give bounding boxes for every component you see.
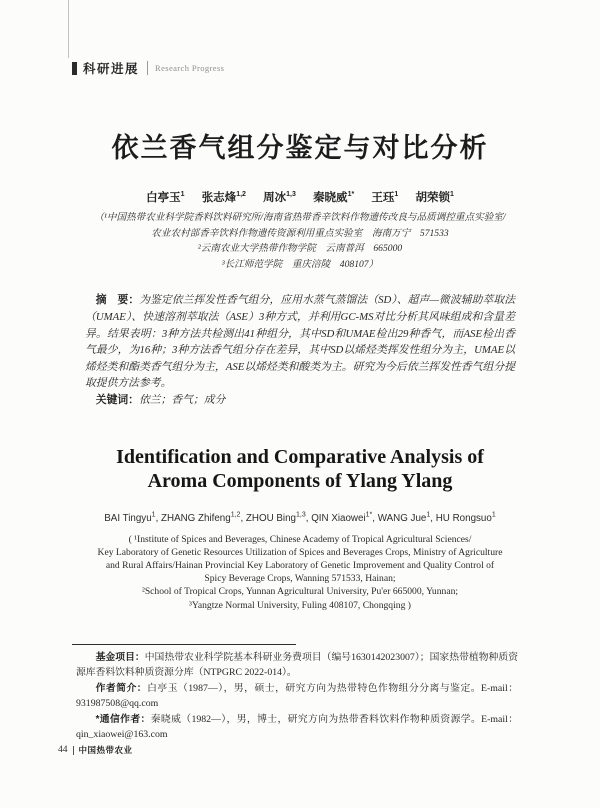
author-cn-superscript: 1 [450, 191, 454, 199]
author-cn [202, 192, 246, 204]
article-title-en [85, 445, 515, 493]
author-cn [371, 192, 398, 204]
journal-name: 中国热带农业 [78, 745, 133, 755]
author-cn [146, 192, 184, 204]
authors-en-line [85, 513, 515, 524]
author-en-name: ZHANG Zhifeng [161, 512, 231, 524]
keywords-text: 依兰；香气；成分 [138, 393, 226, 406]
keywords-label: 关键词： [95, 393, 139, 406]
abstract-text: 为鉴定依兰挥发性香气组分，应用水蒸气蒸馏法（SD）、超声—微波辅助萃取法（UMAE）、快速溶剂萃取法（ASE）3种方式，并利用GC-MS对比分析其风味组成和含量差异。结果表明：3种方法共检测出41种组分，其中SD和UMAE检出29种香气，而ASE检出香气最少，为16种；3种方法香气组分存在差异，其中SD以烯烃类挥发性组分为主，UMAE以烯烃类和酯类香气组分为主，ASE以烯烃类和酸类为主。研究为今后依兰挥发性香气组分提取提供方法参考。 [85, 294, 515, 390]
author-en [436, 513, 496, 524]
author-en-separator: , [240, 512, 246, 524]
author-cn-name: 张志烽 [201, 192, 237, 204]
affiliations-en [85, 533, 515, 612]
page-number: 44 [58, 745, 68, 755]
affiliations-cn [85, 210, 515, 272]
author-cn [416, 192, 454, 204]
footnote-author-bio-text: 白亭玉（1987—），男，硕士，研究方向为热带特色作物组分分离与鉴定。E-mail：931987508@qq.com [76, 682, 519, 710]
author-en-separator: , [372, 512, 378, 524]
affiliation-en-line: and Rural Affairs/Hainan Provincial Key Laboratory of Genetic Improvement and Quality Control of [105, 559, 495, 571]
footnote-author-bio [76, 681, 518, 712]
author-en [246, 513, 311, 524]
author-en-name: BAI Tingyu [104, 512, 152, 524]
author-en-name: ZHOU Bing [245, 512, 296, 524]
author-en-superscript: 1 [491, 511, 496, 519]
author-cn-superscript: 1* [347, 191, 355, 199]
author-en [161, 513, 246, 524]
author-en-separator: , [430, 512, 436, 524]
author-en-superscript: 1,3 [296, 511, 306, 519]
author-cn [313, 192, 354, 204]
author-en-superscript: 1 [426, 511, 431, 519]
section-marker-bar [72, 62, 77, 75]
crop-mark-line [68, 0, 69, 58]
author-cn-name: 周冰 [263, 192, 287, 204]
footnote-funding-label: 基金项目： [95, 652, 145, 663]
footnotes-block [76, 650, 518, 742]
affiliation-en-line: ³Yangtze Normal University, Fuling 408107, Chongqing ) [189, 599, 411, 611]
authors-cn-line [85, 189, 515, 205]
author-en [104, 513, 161, 524]
author-en-superscript: 1* [365, 511, 373, 519]
article-title-cn: 依兰香气组分鉴定与对比分析 [111, 133, 489, 163]
author-cn-name: 白亭玉 [146, 192, 181, 204]
author-cn-superscript: 1 [180, 191, 185, 199]
footnote-corresponding-author [76, 712, 518, 743]
affiliation-cn-line: ³长江师范学院 重庆涪陵 408107） [221, 258, 379, 270]
footnote-author-bio-label: 作者简介： [95, 682, 148, 694]
article-content [85, 0, 515, 612]
author-en [311, 513, 378, 524]
article-title-en-line2: Aroma Components of Ylang Ylang [147, 469, 453, 492]
author-en [378, 513, 436, 524]
author-en-separator: , [305, 512, 312, 524]
footnote-corresponding-author-label: *通信作者： [95, 713, 151, 725]
author-cn [263, 192, 296, 204]
footnote-corresponding-author-text: 秦晓威（1982—），男，博士，研究方向为热带香料饮料作物种质资源学。E-mail：qin_xiaowei@163.com [76, 713, 519, 741]
footer-divider [73, 746, 74, 755]
affiliation-en-line: ²School of Tropical Crops, Yunnan Agricultural University, Pu'er 665000, Yunnan; [141, 586, 459, 598]
author-cn-superscript: 1 [394, 191, 399, 199]
affiliation-cn-line: ²云南农业大学热带作物学院 云南普洱 665000 [197, 243, 403, 255]
author-en-name: HU Rongsuo [435, 512, 492, 524]
footnote-separator-rule [72, 644, 296, 645]
footnote-funding [76, 650, 518, 681]
affiliation-en-line: Spicy Beverage Crops, Wanning 571533, Hainan; [204, 573, 396, 585]
section-label-cn: 科研进展 [83, 62, 140, 76]
author-en-name: QIN Xiaowei [311, 512, 366, 524]
author-en-name: WANG Jue [377, 512, 427, 524]
author-en-superscript: 1 [151, 511, 156, 519]
author-en-separator: , [155, 512, 162, 524]
author-cn-name: 王珏 [371, 192, 395, 204]
page-footer [58, 744, 133, 756]
affiliation-en-line: Key Laboratory of Genetic Resources Utilization of Spices and Beverages Crops, Ministry of Agriculture [97, 546, 503, 558]
abstract-block [85, 292, 515, 408]
affiliation-en-line: ( ¹Institute of Spices and Beverages, Chinese Academy of Tropical Agricultural Sciences/ [128, 533, 472, 545]
affiliation-cn-line: 农业农村部香辛饮料作物遗传资源利用重点实验室 海南万宁 571533 [151, 227, 449, 239]
author-cn-name: 秦晓威 [313, 192, 348, 204]
author-cn-name: 胡荣锁 [415, 192, 450, 204]
section-label-en: Research Progress [155, 63, 225, 73]
author-cn-superscript: 1,3 [286, 191, 296, 199]
abstract-paragraph [85, 292, 515, 392]
affiliation-cn-line: （¹中国热带农业科学院香料饮料研究所/海南省热带香辛饮料作物遗传改良与品质调控重点实验室/ [94, 212, 506, 223]
author-cn-superscript: 1,2 [236, 191, 246, 199]
abstract-label: 摘 要： [95, 294, 140, 307]
footnote-funding-text: 中国热带农业科学院基本科研业务费项目（编号1630142023007）；国家热带植物种质资源库香料饮料种质资源分库（NTPGRC 2022-014）。 [76, 652, 519, 679]
article-title-en-line1: Identification and Comparative Analysis of [116, 445, 484, 468]
keywords-line [85, 392, 515, 409]
author-en-superscript: 1,2 [230, 511, 241, 519]
